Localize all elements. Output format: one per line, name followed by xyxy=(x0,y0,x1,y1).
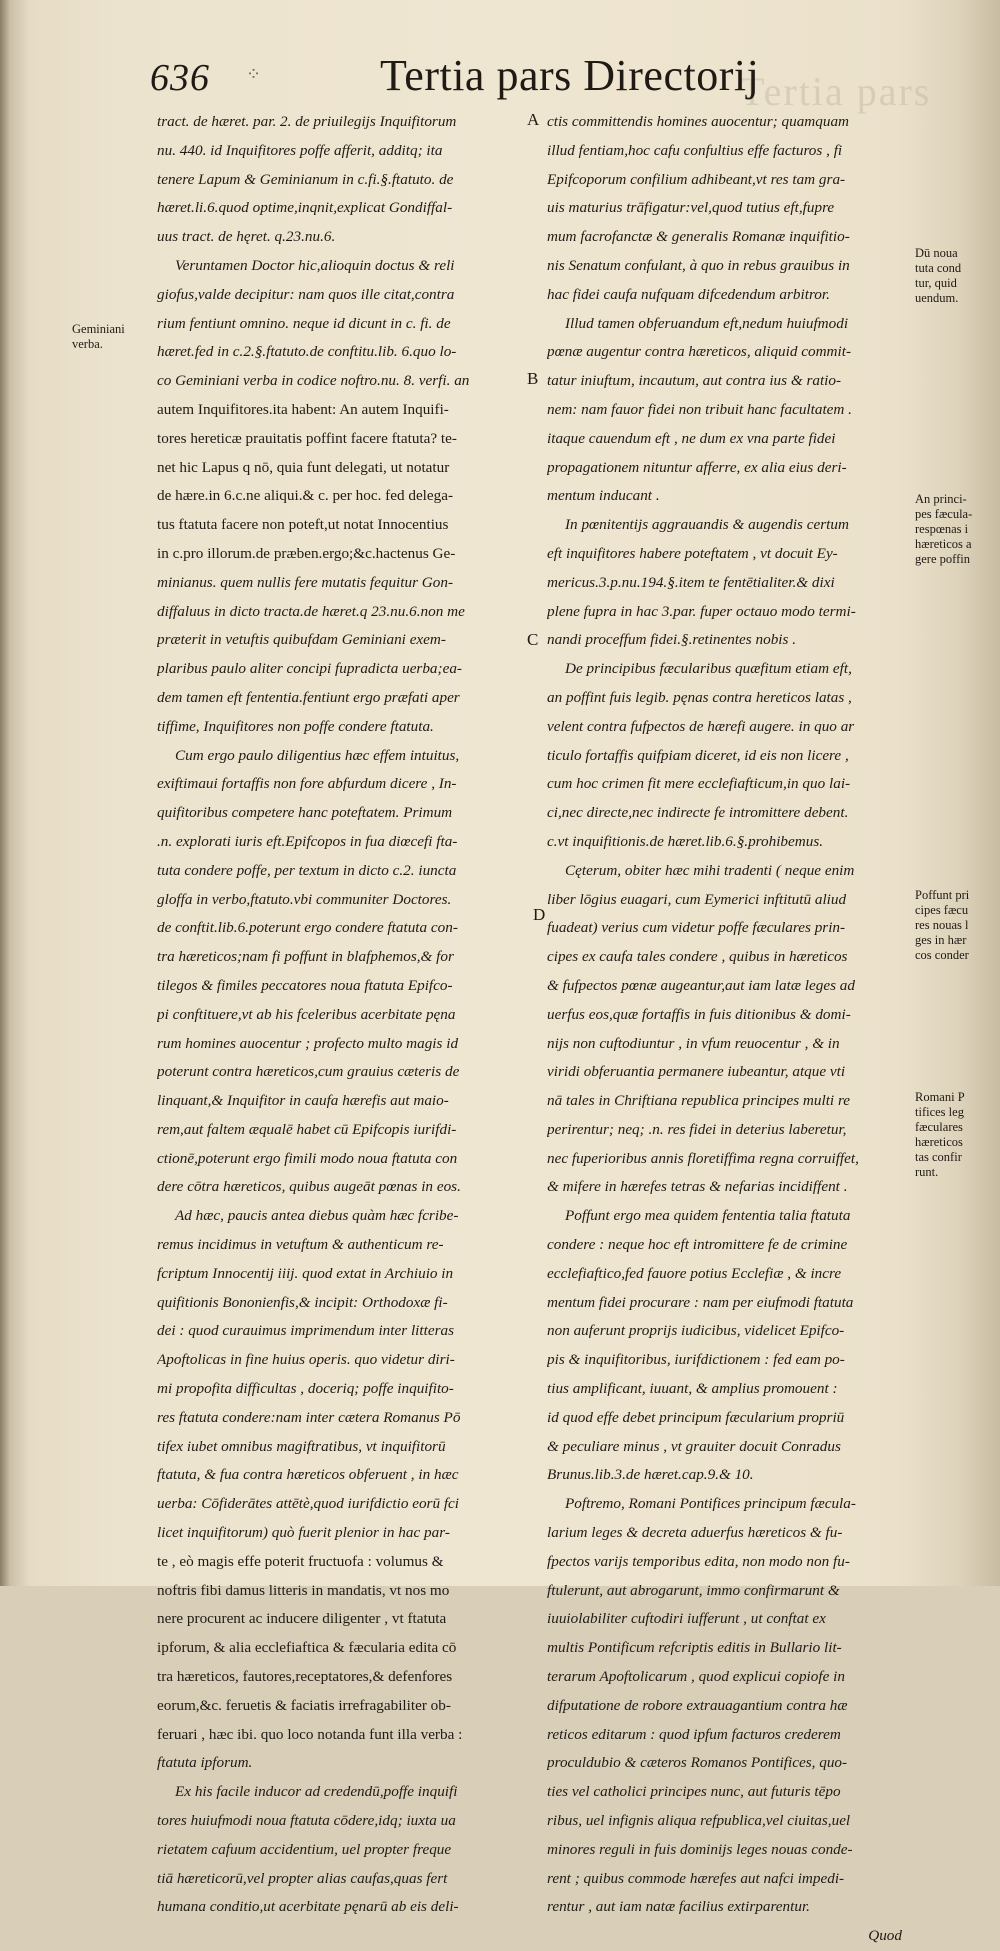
text-line: Poffunt ergo mea quidem fententia talia ftatuta xyxy=(565,1207,851,1225)
text-line: ecclefiaftico,fed fauore potius Ecclefiæ , & incre xyxy=(547,1264,842,1282)
text-line: tra hæreticos;nam fi poffunt in blafphemos,& for xyxy=(157,948,454,966)
text-line: præterit in vetuftis quibufdam Geminiani exem- xyxy=(157,631,446,649)
margin-note-right xyxy=(915,888,995,963)
text-line: ftatuta, & fua contra hæreticos obferuent , in hæc xyxy=(157,1466,459,1484)
text-line: terarum Apoftolicarum , quod explicui copiofe in xyxy=(547,1668,845,1686)
text-line: & peculiare minus , vt grauiter docuit Conradus xyxy=(547,1437,841,1455)
text-line: tilegos & fimiles peccatores noua ftatuta Epifco- xyxy=(157,976,453,994)
text-line: cipes ex caufa tales condere , quibus in hæreticos xyxy=(547,948,848,966)
text-line: c.vt inquifitionis.de hæret.lib.6.§.prohibemus. xyxy=(547,832,824,850)
margin-note-line: Romani P xyxy=(915,1090,965,1104)
text-line: dere cōtra hæreticos, quibus augeāt pœnas in eos. xyxy=(157,1178,461,1196)
text-line: Cum ergo paulo diligentius hæc effem intuitus, xyxy=(175,746,460,764)
text-column-right xyxy=(547,108,912,1951)
text-line: rum homines auocentur ; profecto multo magis id xyxy=(157,1034,459,1052)
text-line: Ex his facile inducor ad credendū,poffe inquifi xyxy=(175,1783,458,1801)
margin-note-right xyxy=(915,1090,995,1180)
text-line: condere : neque hoc eft intromittere fe de crimine xyxy=(547,1236,848,1254)
text-line: mentum fidei procurare : nam per eiufmodi ftatuta xyxy=(547,1293,854,1311)
text-line: hæret.fed in c.2.§.ftatuto.de conftitu.lib. 6.quo lo- xyxy=(157,343,457,361)
text-line: Quod xyxy=(868,1927,902,1945)
text-line: & mifere in hærefes tetras & nefarias incidiffent . xyxy=(547,1178,848,1196)
section-letter-c: C xyxy=(527,630,539,649)
text-line: quifitionis Bononienfis,& incipit: Orthodoxæ fi- xyxy=(157,1293,448,1311)
text-line: tenere Lapum & Geminianum in c.fi.§.ftatuto. de xyxy=(157,170,454,188)
text-line: uis maturius trāfigatur:vel,quod tutius eft,fupre xyxy=(547,199,835,217)
text-line: quifitoribus competere hanc poteftatem. Primum xyxy=(157,804,453,822)
text-line: linquant,& Inquifitor in caufa hærefis aut maio- xyxy=(157,1092,449,1110)
margin-note-line: tuta cond xyxy=(915,261,962,275)
text-line: tores hereticæ prauitatis poffint facere ftatuta? te- xyxy=(157,429,457,447)
text-line: mum facrofanctæ & generalis Romanæ inquifitio- xyxy=(547,228,850,246)
text-line: eft inquifitores habere poteftatem , vt docuit Ey- xyxy=(547,544,838,562)
text-line: noftris fibi damus litteris in mandatis, vt nos mo xyxy=(157,1581,450,1599)
text-line: autem Inquifitores.ita habent: An autem Inquifi- xyxy=(157,400,449,418)
text-line: minores reguli in fuis dominijs leges nouas conde- xyxy=(547,1840,853,1858)
text-line: De principibus fæcularibus quæfitum etiam eft, xyxy=(565,660,852,678)
text-line: nijs non cuftodiuntur , in vfum reuocentur , & in xyxy=(547,1034,840,1052)
text-line: ribus, uel infignis aliqua refpublica,vel ciuitas,uel xyxy=(547,1812,851,1830)
margin-note-line: gere poffin xyxy=(915,552,970,566)
text-line: Cęterum, obiter hæc mihi tradenti ( neque enim xyxy=(565,861,855,879)
text-line: res ftatuta condere:nam inter cætera Romanus Pō xyxy=(157,1408,461,1426)
page-header xyxy=(150,50,770,106)
text-line: tra hæreticos, fautores,receptatores,& defenfores xyxy=(157,1668,453,1686)
text-line: ticulo fortaffis quifpiam diceret, id eis non licere , xyxy=(547,746,849,764)
text-line: proculdubio & cæteros Romanos Pontifices, quo- xyxy=(547,1754,848,1772)
text-line: mi propofita difficultas , doceriq; poffe inquifito- xyxy=(157,1380,454,1398)
text-line: diffaluus in dicto tracta.de hæret.q 23.nu.6.non me xyxy=(157,602,465,620)
margin-note-line: cos conder xyxy=(915,948,969,962)
margin-note-line: respœnas i xyxy=(915,522,969,536)
header-ornament: ⁘ xyxy=(246,64,262,84)
text-line: ctis committendis homines auocentur; quamquam xyxy=(547,113,850,130)
text-line: perirentur; neq; .n. res fidei in deterius laberetur, xyxy=(547,1120,847,1138)
text-line: pœnæ augentur contra hæreticos, aliquid commit- xyxy=(547,343,852,361)
text-line: an poffint fuis legib. pęnas contra hereticos latas , xyxy=(547,688,852,706)
text-line: de hære.in 6.c.ne aliqui.& c. per hoc. fed delega- xyxy=(157,487,454,505)
text-line: te , eò magis effe poterit fructuofa : volumus & xyxy=(157,1552,444,1570)
text-line: nere procurent ac inducere diligenter , vt ftatuta xyxy=(157,1610,447,1628)
text-line: poterunt contra hæreticos,cum grauius cæteris de xyxy=(157,1063,460,1081)
margin-note-right xyxy=(915,246,995,306)
text-line: rietatem cafuum accidentium, uel propter freque xyxy=(157,1840,452,1858)
text-line: ties vel catholici principes nunc, aut futuris tēpo xyxy=(547,1783,841,1801)
section-letter-d: D xyxy=(533,905,546,924)
section-letter-a: A xyxy=(527,110,540,129)
text-line: humana conditio,ut acerbitate pęnarū ab eis deli- xyxy=(157,1898,459,1916)
margin-note-line: uendum. xyxy=(915,291,959,305)
running-title: Tertia pars Directorij xyxy=(380,51,760,100)
section-letter-b: B xyxy=(527,369,539,388)
text-line: net hic Lapus q nō, quia funt delegati, ut notatur xyxy=(157,458,450,476)
text-line: pis & inquifitoribus, iurifdictionem : fed eam po- xyxy=(547,1351,845,1369)
text-line: plene fupra in hac 3.par. fuper octauo modo termi- xyxy=(547,602,856,620)
text-line: velent contra fufpectos de hærefi augere. in quo ar xyxy=(547,717,855,735)
text-line: & fufpectos pœnæ augeantur,aut iam latæ leges ad xyxy=(547,976,855,994)
text-line: tus ftatuta facere non poteft,ut notat Innocentius xyxy=(157,516,449,534)
text-line: propagationem nituntur afferre, ex alia eius deri- xyxy=(547,458,847,476)
text-line: ftatuta ipforum. xyxy=(157,1754,253,1772)
text-line: giofus,valde decipitur: nam quos ille citat,contra xyxy=(157,285,455,303)
text-line: feruari , hæc ibi. quo loco notanda funt illa verba : xyxy=(157,1725,463,1743)
text-line: Veruntamen Doctor hic,alioquin doctus & reli xyxy=(175,256,455,274)
text-line: difputatione de robore extrauagantium contra hæ xyxy=(547,1696,848,1714)
text-line: uerba: Cōfiderātes attētè,quod iurifdictio eorū fci xyxy=(157,1495,460,1513)
text-line: ipforum, & alia ecclefiaftica & fæcularia edita cō xyxy=(157,1639,457,1657)
text-line: eorum,&c. feruetis & faciatis irrefragabiliter ob- xyxy=(157,1696,451,1714)
text-line: larium leges & decreta aduerfus hæreticos & fu- xyxy=(547,1524,843,1542)
text-line: fpectos varijs temporibus edita, non modo non fu- xyxy=(547,1552,850,1570)
text-line: .n. explorati iuris eft.Epifcopos in fua diœcefi fta- xyxy=(157,832,458,850)
text-line: nandi proceffum fidei.§.retinentes nobis . xyxy=(547,631,797,649)
text-line: remus incidimus in vetuftum & authenticum re- xyxy=(157,1236,444,1254)
text-line: itaque cauendum eft , ne dum ex vna parte fidei xyxy=(547,429,836,447)
text-line: ci,nec directe,nec indirecte fe intromittere debent. xyxy=(547,804,849,822)
text-line: Brunus.lib.3.de hæret.cap.9.& 10. xyxy=(547,1466,754,1484)
text-line: rium fentiunt omnino. neque id dicunt in c. fi. de xyxy=(157,314,451,332)
show-through-text: Tertia pars xyxy=(740,69,932,114)
text-line: uus tract. de hęret. q.23.nu.6. xyxy=(157,228,336,246)
text-line: nā tales in Chriftiana republica principes multi re xyxy=(547,1092,851,1110)
text-line: rent ; quibus commode hærefes aut nafci impedi- xyxy=(547,1869,845,1887)
margin-note-line: cipes fæcu xyxy=(915,903,969,917)
text-line: licet inquifitorum) quò fuerit plenior in hac par- xyxy=(157,1524,450,1542)
margin-note-line: Dū noua xyxy=(915,246,958,260)
margin-note-line: verba. xyxy=(72,337,103,351)
text-line: tiffime, Inquifitores non poffe condere ftatuta. xyxy=(157,717,434,735)
text-line: gloffa in verbo,ftatuto.vbi communiter Doctores. xyxy=(157,890,452,908)
text-line: multis Pontificum refcriptis editis in Bullario lit- xyxy=(547,1639,842,1657)
text-line: fcriptum Innocentij iiij. quod extat in Archiuio in xyxy=(157,1264,454,1282)
text-line: non auferunt proprijs iudicibus, videlicet Epifco- xyxy=(547,1322,845,1340)
text-column-left xyxy=(157,108,522,1922)
text-line: rem,aut faltem æqualē habet cū Epifcopis iurifdi- xyxy=(157,1120,457,1138)
text-line: viridi obferuantia permanere iubeantur, atque vti xyxy=(547,1063,846,1081)
text-line: Ad hæc, paucis antea diebus quàm hæc fcribe- xyxy=(175,1207,459,1225)
margin-note-line: Geminiani xyxy=(72,322,125,336)
margin-note-right xyxy=(915,492,995,567)
text-line: id quod effe debet principum fæcularium propriū xyxy=(547,1408,845,1426)
text-line: exiftimaui fortaffis non fore abfurdum dicere , In- xyxy=(157,775,457,793)
margin-note-line: res nouas l xyxy=(915,918,969,932)
text-line: nec fuperioribus annis floretiffima regna corruiffet, xyxy=(547,1149,859,1167)
text-line: ctionē,poterunt ergo fimili modo noua ftatuta con xyxy=(157,1149,458,1167)
text-line: rentur , aut iam natæ facilius extirparentur. xyxy=(547,1898,810,1916)
margin-note-line: pes fæcula- xyxy=(915,507,973,521)
margin-note-line: tifices leg xyxy=(915,1105,964,1119)
margin-note-line: runt. xyxy=(915,1165,939,1179)
margin-note-line: hæreticos a xyxy=(915,537,972,551)
text-line: pi conftituere,vt ab his fceleribus acerbitate pęna xyxy=(157,1005,456,1023)
text-line: tatur iniuftum, incautum, aut contra ius & ratio- xyxy=(547,372,842,390)
text-line: tract. de hæret. par. 2. de priuilegijs Inquifitorum xyxy=(157,113,457,130)
margin-note-line: fæculares xyxy=(915,1120,963,1134)
text-line: de conftit.lib.6.poterunt ergo condere ftatuta con- xyxy=(157,919,458,937)
text-line: tores huiufmodi noua ftatuta cōdere,idq; iuxta ua xyxy=(157,1812,456,1830)
margin-note-line: tur, quid xyxy=(915,276,957,290)
text-line: Illud tamen obferuandum eft,nedum huiufmodi xyxy=(565,314,849,332)
margin-note-left xyxy=(72,322,125,352)
margin-note-line: Poffunt pri xyxy=(915,888,970,902)
margin-note-line: hæreticos xyxy=(915,1135,963,1149)
text-line: nem: nam fauor fidei non tribuit hanc facultatem . xyxy=(547,400,852,418)
text-line: illud fentiam,hoc cafu confultius effe facturos , fi xyxy=(547,141,843,159)
text-line: Poftremo, Romani Pontifices principum fæcula- xyxy=(565,1495,856,1513)
text-line: minianus. quem nullis fere mutatis fequitur Gon- xyxy=(157,573,454,591)
page-number: 636 xyxy=(150,57,210,99)
text-line: dei : quod curauimus imprimendum inter litteras xyxy=(157,1322,454,1340)
text-line: mentum inducant . xyxy=(547,487,660,505)
text-line: tiā hæreticorū,vel propter alias caufas,quas fert xyxy=(157,1869,448,1887)
text-line: tifex iubet omnibus magiftratibus, vt inquifitorū xyxy=(157,1437,446,1455)
text-line: hac fidei caufa nufquam difcedendum arbitror. xyxy=(547,285,830,303)
text-line: cum hoc crimen fit mere ecclefiafticum,in quo lai- xyxy=(547,775,851,793)
text-line: ftulerunt, aut abrogarunt, immo confirmarunt & xyxy=(547,1581,840,1599)
text-line: nu. 440. id Inquifitores poffe afferit, additq; ita xyxy=(157,141,443,159)
text-line: plaribus paulo aliter concipi fupradicta uerba;ea- xyxy=(157,660,462,678)
text-line: in c.pro illorum.de præben.ergo;&c.hactenus Ge- xyxy=(157,544,456,562)
text-line: tius amplificant, iuuant, & amplius promouent : xyxy=(547,1380,838,1398)
margin-note-line: An princi- xyxy=(915,492,967,506)
text-line: hæret.li.6.quod optime,inqnit,explicat Gondiffal- xyxy=(157,199,453,217)
text-line: In pœnitentijs aggrauandis & augendis certum xyxy=(565,516,849,534)
text-line: mericus.3.p.nu.194.§.item te fentētialiter.& dixi xyxy=(547,573,835,591)
text-line: fuadeat) verius cum videtur poffe fæculares prin- xyxy=(547,919,846,937)
text-line: uerfus eos,quæ fortaffis in fuis ditionibus & domi- xyxy=(547,1005,851,1023)
text-line: co Geminiani verba in codice noftro.nu. 8. verfi. an xyxy=(157,372,470,390)
text-line: tuta condere poffe, per textum in dicto c.2. iuncta xyxy=(157,861,457,879)
text-line: Apoftolicas in fine huius operis. quo videtur diri- xyxy=(157,1351,455,1369)
text-line: iuuiolabiliter cuftodiri iufferunt , ut conftat ex xyxy=(547,1610,826,1628)
margin-note-line: tas confir xyxy=(915,1150,962,1164)
text-line: nis Senatum confulant, à quo in rebus grauibus in xyxy=(547,256,850,274)
text-line: reticos editarum : quod ipfum facturos crederem xyxy=(547,1725,841,1743)
text-line: liber lōgius euagari, cum Eymerici inftitutū aliud xyxy=(547,890,847,908)
text-line: Epifcoporum confilium adhibeant,vt res tam gra- xyxy=(547,170,846,188)
text-line: dem tamen eft fententia.fentiunt ergo præfati aper xyxy=(157,688,460,706)
margin-note-line: ges in hær xyxy=(915,933,967,947)
